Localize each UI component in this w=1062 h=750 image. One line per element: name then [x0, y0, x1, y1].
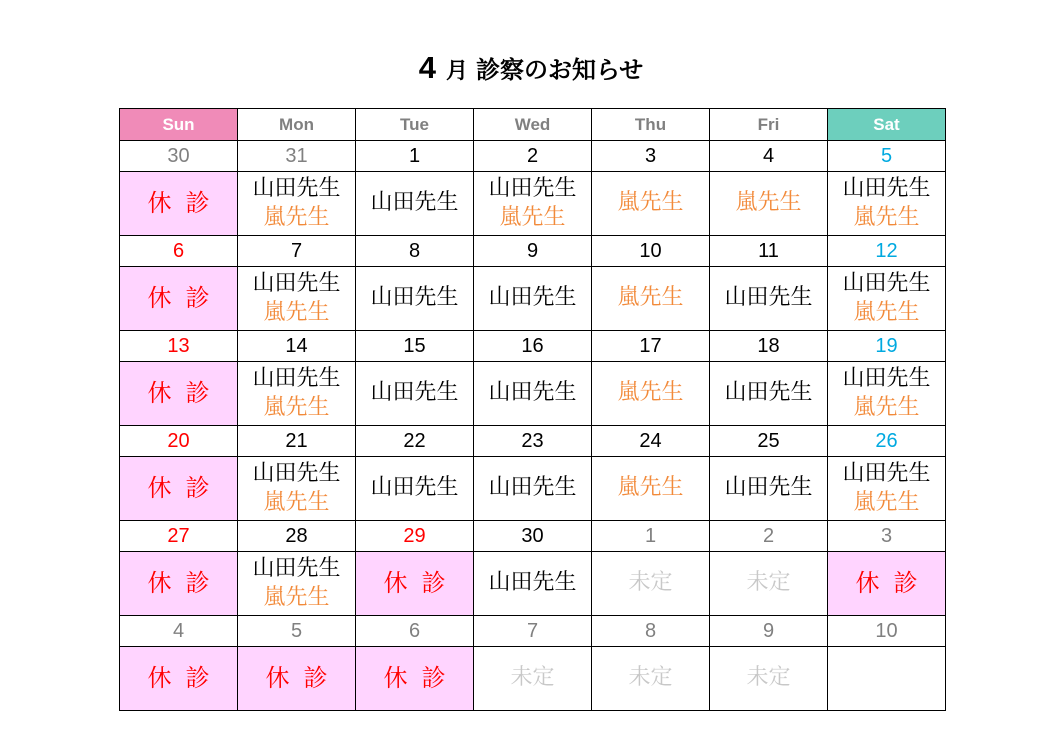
doctor-yamada: 山田先生 [488, 175, 577, 201]
doctor-arashi: 嵐先生 [617, 190, 684, 216]
doctor-arashi: 嵐先生 [263, 394, 330, 420]
date-cell: 29 [356, 521, 474, 552]
doctor-yamada: 山田先生 [488, 475, 577, 501]
schedule-cell [238, 267, 356, 331]
doctor-arashi: 嵐先生 [853, 299, 920, 325]
closed-label: 休診 [383, 568, 460, 597]
date-cell: 16 [474, 331, 592, 362]
closed-label: 休診 [147, 378, 224, 407]
schedule-cell [356, 647, 474, 711]
date-cell: 8 [592, 616, 710, 647]
date-cell: 3 [592, 141, 710, 172]
schedule-cell [120, 647, 238, 711]
schedule-cell [592, 457, 710, 521]
schedule-cell [828, 267, 946, 331]
doctor-arashi: 嵐先生 [499, 204, 566, 230]
date-row [120, 141, 946, 172]
schedule-cell [238, 172, 356, 236]
doctor-arashi: 嵐先生 [263, 204, 330, 230]
doctor-arashi: 嵐先生 [617, 380, 684, 406]
calendar-table [119, 108, 946, 711]
schedule-cell [710, 647, 828, 711]
schedule-cell [356, 362, 474, 426]
undecided-label: 未定 [746, 570, 791, 596]
schedule-cell [592, 552, 710, 616]
schedule-cell [238, 457, 356, 521]
date-cell: 12 [828, 236, 946, 267]
undecided-label: 未定 [628, 665, 673, 691]
page-title [0, 50, 1062, 86]
schedule-cell [238, 552, 356, 616]
undecided-label: 未定 [628, 570, 673, 596]
doctor-arashi: 嵐先生 [617, 285, 684, 311]
schedule-cell [356, 457, 474, 521]
date-cell: 1 [592, 521, 710, 552]
doctor-yamada: 山田先生 [488, 570, 577, 596]
date-cell: 4 [120, 616, 238, 647]
date-cell: 23 [474, 426, 592, 457]
doctor-yamada: 山田先生 [488, 285, 577, 311]
date-cell: 2 [474, 141, 592, 172]
schedule-cell [828, 647, 946, 711]
schedule-cell [710, 172, 828, 236]
schedule-cell [474, 267, 592, 331]
schedule-cell [474, 362, 592, 426]
date-cell: 22 [356, 426, 474, 457]
date-cell: 25 [710, 426, 828, 457]
doctor-yamada: 山田先生 [252, 365, 341, 391]
doctor-yamada: 山田先生 [488, 380, 577, 406]
doctor-yamada: 山田先生 [252, 175, 341, 201]
weekday-header-row [120, 109, 946, 141]
date-cell: 7 [238, 236, 356, 267]
schedule-cell [710, 457, 828, 521]
schedule-cell [120, 552, 238, 616]
date-row [120, 616, 946, 647]
date-cell: 15 [356, 331, 474, 362]
doctor-yamada: 山田先生 [252, 270, 341, 296]
doctor-arashi: 嵐先生 [263, 299, 330, 325]
schedule-cell [120, 362, 238, 426]
closed-label: 休診 [855, 568, 932, 597]
schedule-cell [710, 362, 828, 426]
date-cell: 19 [828, 331, 946, 362]
date-cell: 10 [592, 236, 710, 267]
schedule-cell [592, 362, 710, 426]
schedule-cell [474, 552, 592, 616]
date-cell: 4 [710, 141, 828, 172]
date-row [120, 331, 946, 362]
doctor-yamada: 山田先生 [842, 270, 931, 296]
schedule-cell [120, 172, 238, 236]
date-cell: 28 [238, 521, 356, 552]
schedule-row [120, 267, 946, 331]
date-cell: 5 [828, 141, 946, 172]
closed-label: 休診 [147, 188, 224, 217]
closed-label: 休診 [265, 663, 342, 692]
date-cell: 9 [474, 236, 592, 267]
schedule-cell [592, 172, 710, 236]
schedule-cell [592, 647, 710, 711]
schedule-row [120, 457, 946, 521]
date-cell: 3 [828, 521, 946, 552]
date-cell: 20 [120, 426, 238, 457]
schedule-cell [238, 647, 356, 711]
date-cell: 18 [710, 331, 828, 362]
schedule-cell [474, 647, 592, 711]
doctor-arashi: 嵐先生 [735, 190, 802, 216]
doctor-arashi: 嵐先生 [853, 394, 920, 420]
schedule-cell [120, 457, 238, 521]
title-text: 診察のお知らせ [475, 56, 644, 84]
date-cell: 30 [120, 141, 238, 172]
weekday-sun: Sun [120, 109, 238, 141]
weekday-thu: Thu [592, 109, 710, 141]
doctor-yamada: 山田先生 [370, 475, 459, 501]
doctor-yamada: 山田先生 [370, 190, 459, 216]
doctor-yamada: 山田先生 [724, 380, 813, 406]
schedule-cell [592, 267, 710, 331]
date-cell: 27 [120, 521, 238, 552]
date-cell: 21 [238, 426, 356, 457]
undecided-label: 未定 [746, 665, 791, 691]
doctor-yamada: 山田先生 [842, 460, 931, 486]
date-cell: 31 [238, 141, 356, 172]
schedule-row [120, 172, 946, 236]
month-number: 4 [418, 50, 436, 85]
doctor-arashi: 嵐先生 [263, 584, 330, 610]
weekday-mon: Mon [238, 109, 356, 141]
doctor-arashi: 嵐先生 [853, 489, 920, 515]
schedule-cell [356, 172, 474, 236]
schedule-cell [710, 267, 828, 331]
doctor-yamada: 山田先生 [842, 175, 931, 201]
date-cell: 9 [710, 616, 828, 647]
schedule-cell [474, 172, 592, 236]
weekday-wed: Wed [474, 109, 592, 141]
weekday-sat: Sat [828, 109, 946, 141]
doctor-yamada: 山田先生 [370, 380, 459, 406]
date-cell: 14 [238, 331, 356, 362]
doctor-yamada: 山田先生 [252, 460, 341, 486]
schedule-row [120, 362, 946, 426]
date-cell: 10 [828, 616, 946, 647]
month-kanji: 月 [445, 59, 468, 84]
date-cell: 24 [592, 426, 710, 457]
closed-label: 休診 [147, 473, 224, 502]
schedule-cell [238, 362, 356, 426]
date-cell: 2 [710, 521, 828, 552]
schedule-cell [828, 457, 946, 521]
closed-label: 休診 [147, 283, 224, 312]
doctor-arashi: 嵐先生 [853, 204, 920, 230]
schedule-cell [356, 267, 474, 331]
doctor-yamada: 山田先生 [842, 365, 931, 391]
doctor-arashi: 嵐先生 [617, 475, 684, 501]
schedule-cell [828, 172, 946, 236]
doctor-yamada: 山田先生 [724, 285, 813, 311]
date-cell: 7 [474, 616, 592, 647]
schedule-cell [356, 552, 474, 616]
weekday-tue: Tue [356, 109, 474, 141]
schedule-row [120, 647, 946, 711]
date-cell: 6 [120, 236, 238, 267]
schedule-cell [474, 457, 592, 521]
doctor-arashi: 嵐先生 [263, 489, 330, 515]
date-cell: 8 [356, 236, 474, 267]
schedule-cell [828, 552, 946, 616]
date-cell: 26 [828, 426, 946, 457]
doctor-yamada: 山田先生 [252, 555, 341, 581]
weekday-fri: Fri [710, 109, 828, 141]
closed-label: 休診 [147, 663, 224, 692]
schedule-cell [710, 552, 828, 616]
undecided-label: 未定 [510, 665, 555, 691]
doctor-yamada: 山田先生 [724, 475, 813, 501]
closed-label: 休診 [383, 663, 460, 692]
date-cell: 13 [120, 331, 238, 362]
closed-label: 休診 [147, 568, 224, 597]
date-row [120, 521, 946, 552]
date-cell: 30 [474, 521, 592, 552]
date-cell: 1 [356, 141, 474, 172]
date-cell: 11 [710, 236, 828, 267]
schedule-row [120, 552, 946, 616]
date-row [120, 426, 946, 457]
date-cell: 17 [592, 331, 710, 362]
schedule-cell [828, 362, 946, 426]
date-cell: 6 [356, 616, 474, 647]
doctor-yamada: 山田先生 [370, 285, 459, 311]
schedule-cell [120, 267, 238, 331]
date-cell: 5 [238, 616, 356, 647]
date-row [120, 236, 946, 267]
